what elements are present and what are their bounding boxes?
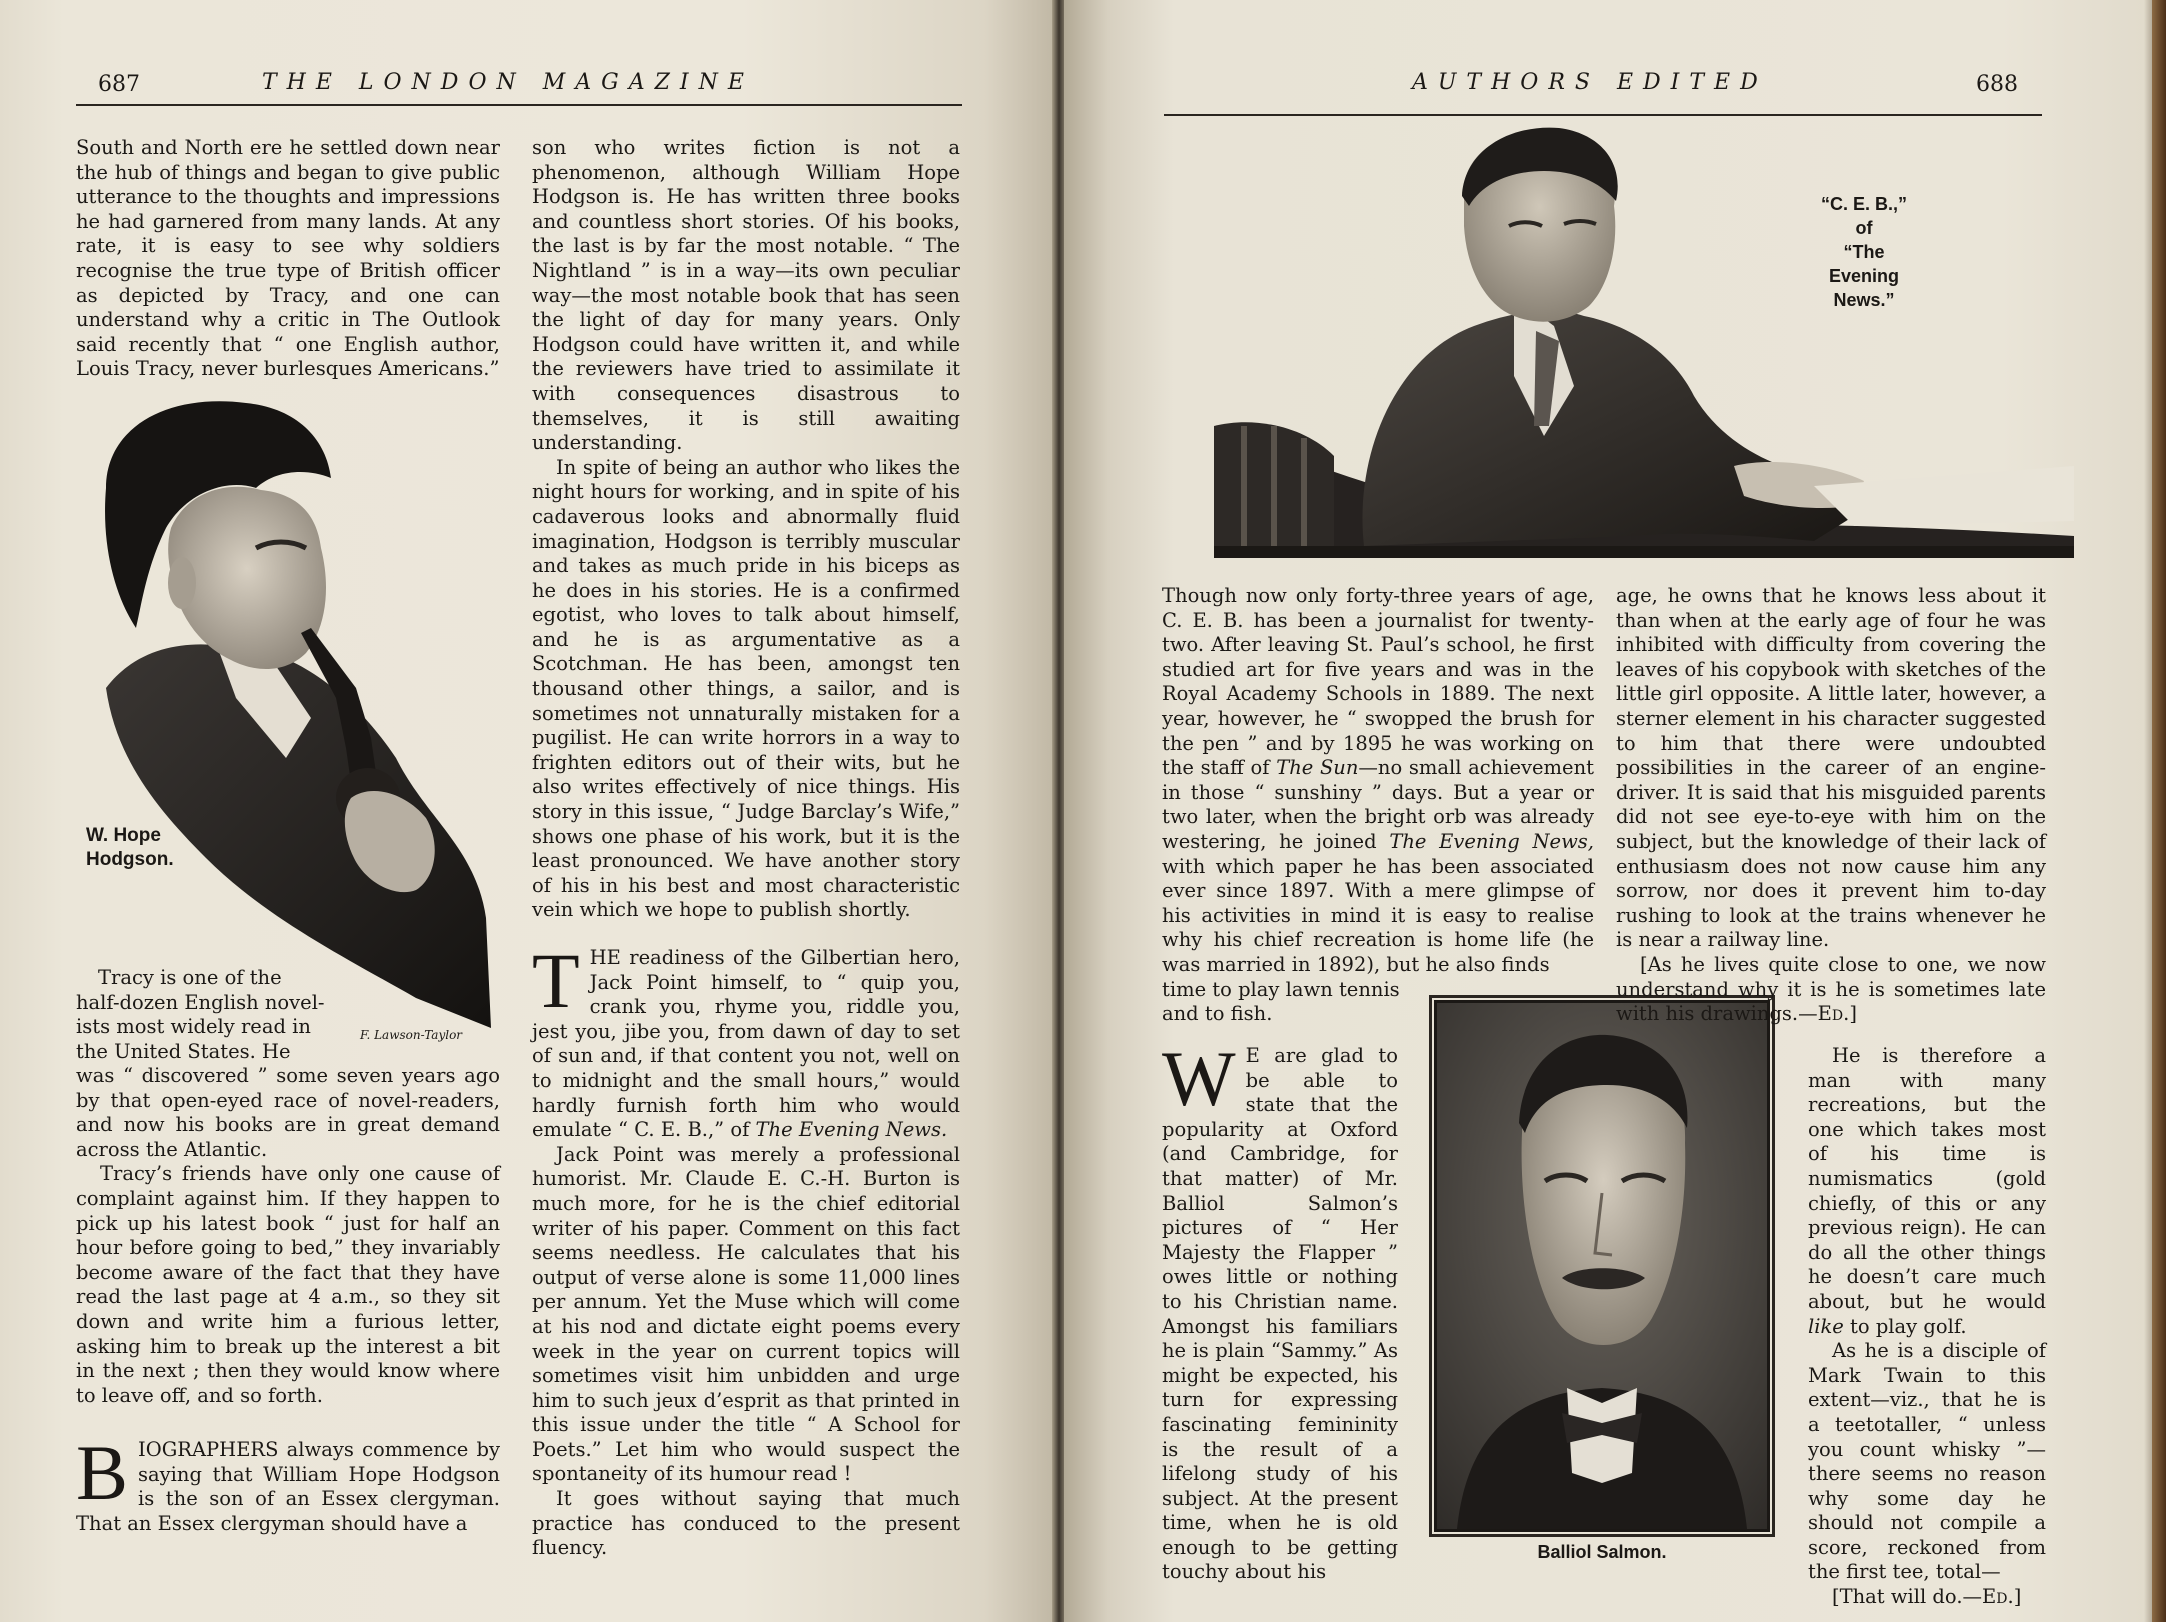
ceb-end-line1: time to play lawn tennis — [1162, 977, 1400, 1001]
jack-point-paragraph: Jack Point was merely a professional humorist. Mr. Claude E. C.-H. Burton is much more, for he is the chief editorial writer of his paper. Comment on this fact seems needless. He calculates that his output of verse alone is some 11,000 lines per annum. Yet the Muse which will come at his nod and dictate eight poems every week in the year on current topics will sometimes visit him unbidden and urge him to such jeux d’esprit as that printed in this issue under the title “ A School for Poets.” Let him who would suspect the spontaneity of its humour read ! — [532, 1142, 960, 1486]
hodgson-caption-line2: Hodgson. — [86, 849, 174, 870]
tracy-line-2: half-dozen English novel- — [76, 990, 325, 1014]
hodgson-caption-line1: W. Hope — [86, 825, 161, 846]
hodgson-caption — [86, 824, 174, 872]
hodgson-para-2: In spite of being an author who likes the night hours for working, and in spite of his cadaverous looks and abnormally fluid imagination, Hodgson is terribly muscular and takes as much pride in his biceps as he does in his stories. He is a confirmed egotist, who loves to talk about himself, and he is as argumentative as a Scotchman. He has been, amongst ten thousand other things, a sailor, and is sometimes not unnaturally mistaken for a pugilist. He can write horrors in a way to frighten editors out of their wits, but he also writes effectively of nice things. His story in this issue, “ Judge Barclay’s Wife,” shows one phase of his work, but it is the least pronounced. We have another story of his in his best and most characteristic vein which we hope to publish shortly. — [532, 455, 960, 922]
left-header-rule — [76, 104, 962, 106]
the-sun-title: The Sun — [1276, 756, 1359, 780]
gilbertian-text: HE readiness of the Gilbertian hero, Jack Point himself, to “ quip you, crank you, rhyme you, riddle you, jest you, jibe you, from dawn of day to set of sun and, if that content you not, well on to midnight and the small hours,” would hardly furnish forth him who would emulate “ C. E. B.,” of — [532, 946, 960, 1142]
like-italic: like — [1808, 1314, 1844, 1338]
salmon-photo — [1434, 1000, 1770, 1532]
ed-note-close: ] — [1849, 1002, 1857, 1026]
fluency-paragraph: It goes without saying that much practice has conduced to the present fluency. — [532, 1487, 960, 1560]
final-note-close: ] — [2013, 1585, 2022, 1609]
right-col2-top — [1616, 584, 2046, 1027]
ceb-caption-line2: of — [1855, 218, 1873, 238]
dropcap-w: W — [1162, 1035, 1236, 1122]
ed-note-paragraph — [1616, 953, 2046, 1027]
ceb-caption-line4: Evening — [1828, 266, 1899, 286]
left-col2-bottom — [532, 937, 960, 1561]
tracy-line-3: ists most widely read in — [76, 1015, 311, 1039]
ceb-caption-line3: “The — [1843, 242, 1885, 262]
tracy-para-narrow — [76, 966, 326, 1064]
right-col1-top — [1162, 584, 1594, 1027]
final-note-ed: Ed. — [1982, 1585, 2014, 1609]
ceb-text-a: Though now only forty-three years of age, C. E. B. has been a journalist for twenty-two. After leaving St. Paul’s school, he first studied art for five years and was in the Royal Academy Schools in 1889. The next year, however, he “ swopped the brush for the pen ” and by 1895 he was working on the staff of — [1162, 584, 1594, 780]
ceb-paragraph — [1162, 584, 1594, 978]
ceb-caption-line1: “C. E. B.,” — [1820, 194, 1907, 214]
left-col1-top — [76, 136, 500, 382]
ed-note-text: [As he lives quite close to one, we now understand why it is he is sometimes late with his drawings.— — [1616, 952, 2046, 1026]
right-header-rule — [1164, 114, 2042, 116]
left-page — [0, 0, 1058, 1622]
right-page-number: 688 — [1976, 72, 2018, 97]
left-col2-top — [532, 136, 960, 923]
recreations-paragraph — [1808, 1044, 2046, 1339]
gilbertian-paragraph — [532, 937, 960, 1143]
ceb-text-c: with which paper he has been associated ever since 1897. With a mere glimpse of his activities in mind it is easy to realise why his chief recreation is home life (he was married in 1892), but he also finds — [1162, 854, 1594, 976]
hodgson-photo — [96, 398, 496, 1028]
salmon-paragraph — [1162, 1035, 1398, 1585]
evening-news-title: The Evening News. — [755, 1118, 948, 1142]
ceb-photo — [1214, 126, 2074, 576]
salmon-caption: Balliol Salmon. — [1537, 1542, 1667, 1562]
left-col1-bottom — [76, 1064, 500, 1408]
right-page — [1064, 0, 2166, 1622]
recreations-text: He is therefore a man with many recreations, but the one which takes most of his time is numismatics (gold chiefly, of this or any previous reign). He can do all the other things he doesn’t care much about, but he would — [1808, 1044, 2046, 1313]
hodgson-para-1: son who writes fiction is not a phenomenon, although William Hope Hodgson is. He has written three books and countless short stories. Of his books, the last is by far the most notable. “ The Nightland ” is in a way—its own peculiar way—the most notable book that has seen the light of day for many years. Only Hodgson could have written it, and while the reviewers have tried to assimilate it with consequences disastrous to themselves, it is still awaiting understanding. — [532, 136, 960, 455]
dropcap-t: T — [532, 937, 580, 1024]
tracy-line-4: the United States. He — [76, 1039, 291, 1063]
salmon-portrait — [1437, 1003, 1767, 1529]
left-page-number: 687 — [98, 72, 140, 97]
ed-note-ed: Ed. — [1817, 1002, 1850, 1026]
final-note-text: [That will do.— — [1832, 1585, 1983, 1609]
dropcap-b: B — [76, 1429, 129, 1516]
ceb-caption — [1804, 192, 1924, 312]
right-col2-bottom — [1808, 1044, 2046, 1610]
ceb-end-line2: and to fish. — [1162, 1002, 1273, 1026]
tracy-intro-paragraph — [76, 136, 500, 382]
ceb-text-b: —no small achievement in those “ sunshiny ” days. But a year or two later, when the bright orb was already westering, he joined — [1162, 756, 1594, 853]
tracy-line-1: Tracy is one of the — [98, 966, 282, 989]
photo-credit: F. Lawson-Taylor — [360, 1028, 463, 1042]
right-running-head: AUTHORS EDITED — [1412, 70, 1768, 95]
friends-paragraph: Tracy’s friends have only one cause of complaint against him. If they happen to pick up his latest book “ just for half an hour before going to bed,” they invariably become aware of the fact that they have read the last page at 4 a.m., so they sit down and write him a furious letter, asking him to break up the interest a bit in the next ; then they would know where to leave off, and so forth. — [76, 1162, 500, 1407]
tracy-para-rest: was “ discovered ” some seven years ago by that open-eyed race of novel-readers, and now his books are in great demand across the Atlantic. — [76, 1064, 500, 1161]
final-ed-note — [1808, 1585, 2046, 1610]
evening-news-title-2: The Evening News, — [1389, 829, 1594, 853]
twain-paragraph: As he is a disciple of Mark Twain to this extent—viz., that he is a teetotaller, “ unless you count whisky ”—there seems no reason why some day he should not compile a score, reckoned from the first tee, total— — [1808, 1339, 2046, 1584]
ceb-caption-line5: News.” — [1833, 290, 1895, 310]
biographers-paragraph — [76, 1429, 500, 1536]
tracy-intro-text: South and North ere he settled down near the hub of things and began to give public utterance to the thoughts and impressions he had garnered from many lands. At any rate, it is easy to see why soldiers recognise the true type of British officer as depicted by Tracy, and one can understand why a critic in The Outlook said recently that “ one English author, Louis Tracy, never burlesques Americans.” — [76, 136, 500, 381]
salmon-text: E are glad to be able to state that the popularity at Oxford (and Cambridge, for that matter) of Mr. Balliol Salmon’s pictures of “ Her Majesty the Flapper ” owes little or nothing to his Christian name. Amongst his familiars he is plain “Sammy.” As might be expected, his turn for expressing fascinating femininity is the result of a lifelong study of his subject. At the present time, when he is old enough to be getting touchy about his — [1162, 1044, 1398, 1584]
biographers-text: IOGRAPHERS always commence by saying that William Hope Hodgson is the son of an Essex clergyman. That an Essex clergyman should have a — [76, 1438, 500, 1535]
salmon-age-paragraph: age, he owns that he knows less about it than when at the early age of four he was inhibited with difficulty from covering the leaves of his copybook with sketches of the little girl opposite. A little later, however, a sterner element in his character suggested to him that there were undoubted possibilities in the career of an engine-driver. It is said that his misguided parents did not see eye-to-eye with him on the subject, but the knowledge of their lack of enthusiasm does not now cause him any sorrow, nor does it prevent him to-day rushing to look at the trains whenever he is near a railway line. — [1616, 584, 2046, 952]
recreations-end: to play golf. — [1850, 1314, 1967, 1338]
left-running-head: THE LONDON MAGAZINE — [262, 70, 754, 95]
